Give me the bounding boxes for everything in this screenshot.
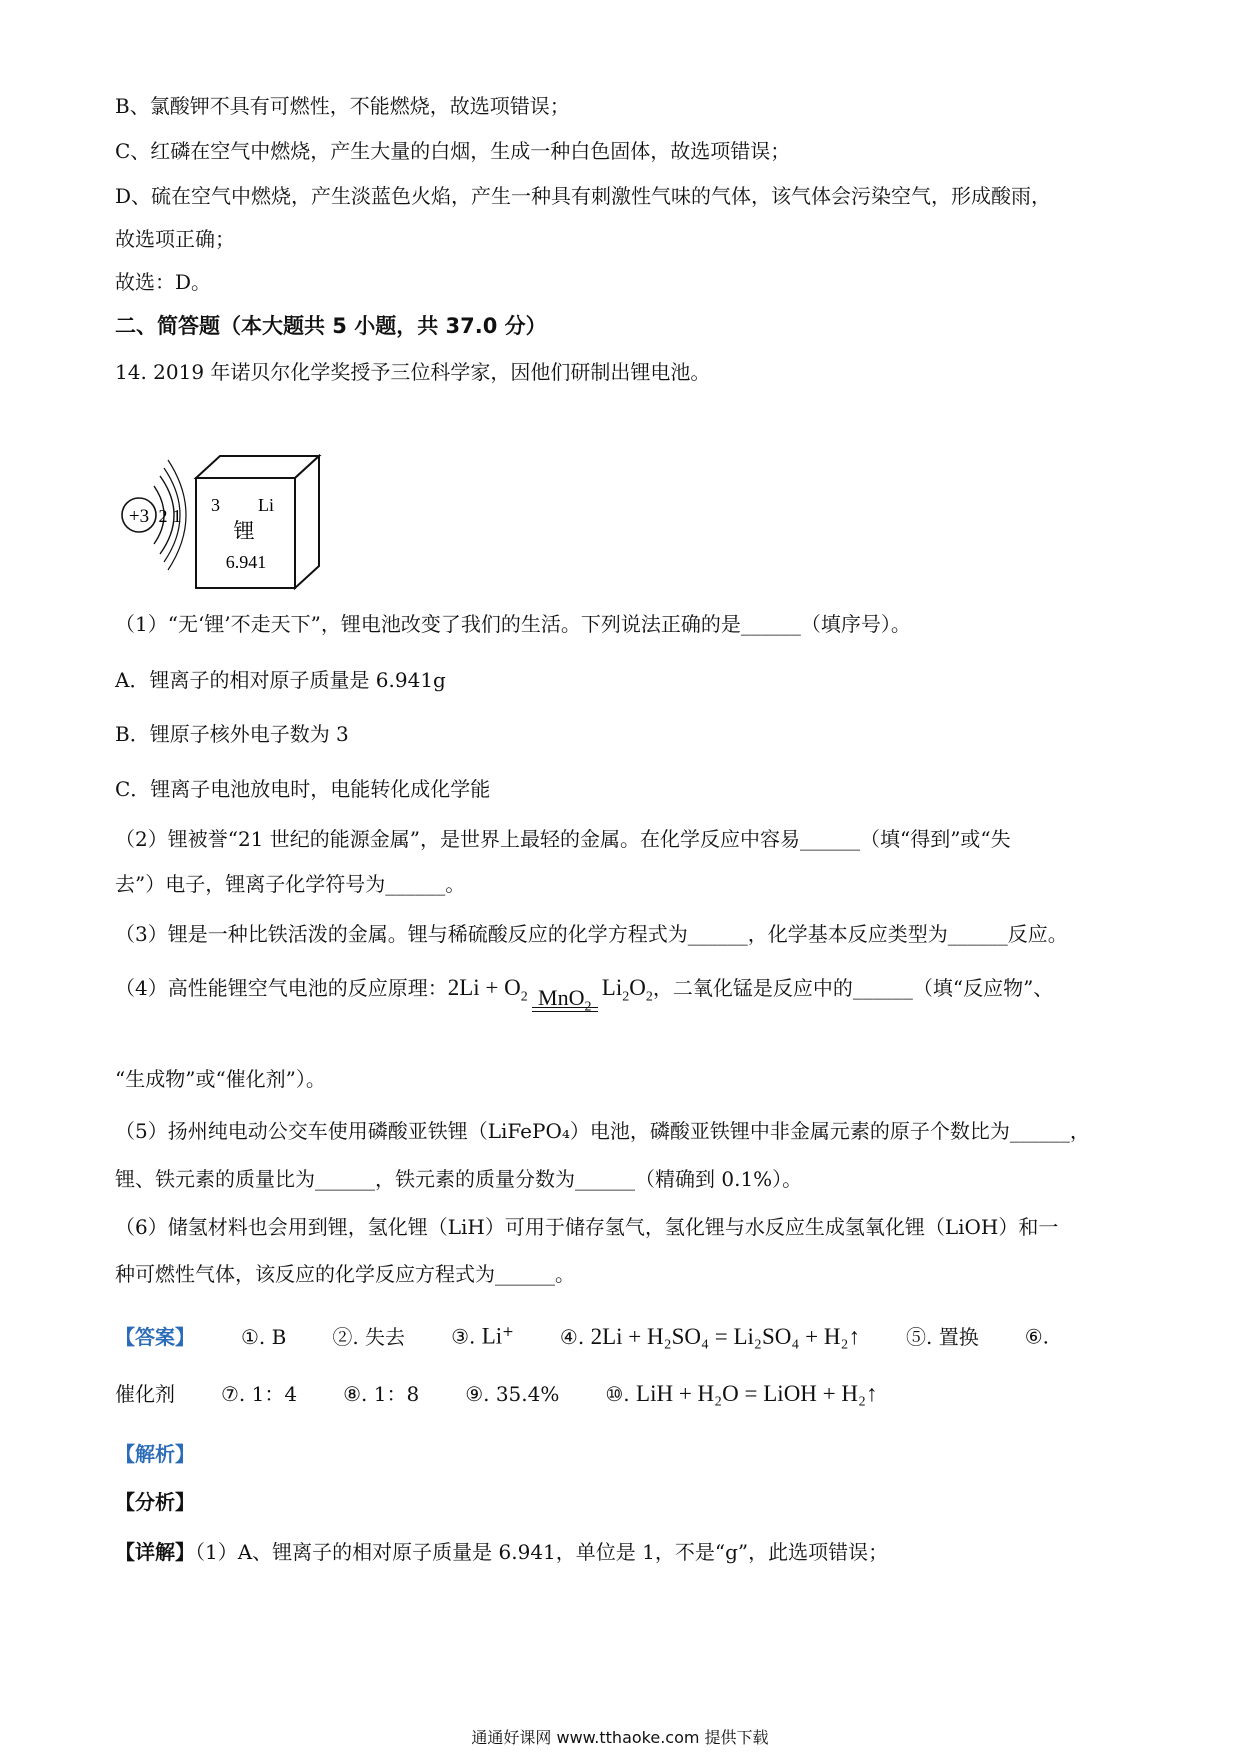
shell-electrons-2: 1 [172, 506, 182, 526]
option-b: B．锂原子核外电子数为 3 [115, 722, 349, 746]
answer-7: ⑦. 1：4 [221, 1382, 298, 1406]
detail-tag: 【详解】 [115, 1540, 195, 1564]
question-part-1: （1）“无‘锂’不走天下”，锂电池改变了我们的生活。下列说法正确的是______（填序号）。 [115, 612, 911, 636]
text-line: 故选：D。 [115, 270, 212, 294]
question-title: 14. 2019 年诺贝尔化学奖授予三位科学家，因他们研制出锂电池。 [115, 360, 711, 384]
page-footer: 通通好课网 www.tthaoke.com 提供下载 [471, 1728, 769, 1747]
element-name: 锂 [233, 519, 255, 543]
answer-4: ④. 2Li + H₂SO₄ = Li₂SO₄ + H₂↑ [559, 1323, 860, 1349]
reaction-condition: MnO$_2$ [532, 974, 598, 1022]
answer-6: 催化剂 [115, 1382, 175, 1406]
analysis-heading: 【分析】 [115, 1490, 195, 1514]
atomic-mass: 6.941 [225, 552, 267, 572]
shell-electrons-1: 2 [158, 506, 168, 526]
answer-9: ⑨. 35.4% [465, 1382, 560, 1406]
text-line: 故选项正确； [115, 227, 235, 251]
reaction-equation: $2Li + O_2$ MnO$_2$ $Li_2O_2$ [448, 975, 653, 1000]
answer-10: ⑩. LiH + H₂O = LiOH + H₂↑ [605, 1381, 878, 1406]
lithium-figure [112, 448, 372, 598]
nucleus-charge: +3 [128, 506, 150, 527]
text-line: D、硫在空气中燃烧，产生淡蓝色火焰，产生一种具有刺激性气味的气体，该气体会污染空气，形成酸雨， [115, 184, 1052, 208]
atomic-number: 3 [211, 495, 220, 515]
cube-side [295, 456, 319, 588]
answer-8: ⑧. 1：8 [343, 1382, 420, 1406]
answer-line-1 [115, 1318, 1049, 1351]
question-part-5-cont: 锂、铁元素的质量比为______，铁元素的质量分数为______（精确到 0.1%）。 [115, 1167, 803, 1191]
option-c: C．锂离子电池放电时，电能转化成化学能 [115, 777, 491, 801]
detail-line [115, 1538, 888, 1566]
question-part-5: （5）扬州纯电动公交车使用磷酸亚铁锂（LiFePO₄）电池，磷酸亚铁锂中非金属元素的原子个数比为______， [115, 1119, 1090, 1143]
question-part-4-cont: “生成物”或“催化剂”）。 [115, 1067, 326, 1091]
detail-text: （1）A、锂离子的相对原子质量是 6.941，单位是 1，不是“g”，此选项错误； [195, 1540, 889, 1564]
text-line: B、氯酸钾不具有可燃性，不能燃烧，故选项错误； [115, 94, 570, 118]
option-a: A．锂离子的相对原子质量是 6.941g [115, 668, 446, 692]
question-part-2: （2）锂被誉“21 世纪的能源金属”，是世界上最轻的金属。在化学反应中容易______（填“得到”或“失 [115, 827, 1011, 851]
question-part-6: （6）储氢材料也会用到锂，氢化锂（LiH）可用于储存氢气，氢化锂与水反应生成氢氧化锂（LiOH）和一 [115, 1215, 1059, 1239]
part4-suffix: ，二氧化锰是反应中的______（填“反应物”、 [652, 976, 1054, 1000]
answer-2: ②. 失去 [332, 1324, 406, 1349]
question-part-6-cont: 种可燃性气体，该反应的化学反应方程式为______。 [115, 1262, 575, 1286]
part4-prefix: （4）高性能锂空气电池的反应原理： [115, 976, 448, 1000]
answer-tag: 【答案】 [115, 1324, 195, 1349]
question-part-2-cont: 去”）电子，锂离子化学符号为______。 [115, 872, 466, 896]
question-part-4 [115, 964, 1053, 1022]
answer-3: ③. Li+ [451, 1323, 514, 1349]
answer-1: ①. B [241, 1324, 287, 1349]
analysis-tag: 【解析】 [115, 1442, 195, 1466]
section-heading: 二、简答题（本大题共 5 小题，共 37.0 分） [115, 314, 547, 338]
text-line: C、红磷在空气中燃烧，产生大量的白烟，生成一种白色固体，故选项错误； [115, 139, 791, 163]
answer-6-label: ⑥. [1024, 1324, 1049, 1349]
question-part-3: （3）锂是一种比铁活泼的金属。锂与稀硫酸反应的化学方程式为______，化学基本反应类型为______反应。 [115, 922, 1068, 946]
element-symbol: Li [258, 495, 274, 515]
answer-5: ⑤. 置换 [905, 1324, 979, 1349]
answer-line-2 [115, 1380, 878, 1408]
